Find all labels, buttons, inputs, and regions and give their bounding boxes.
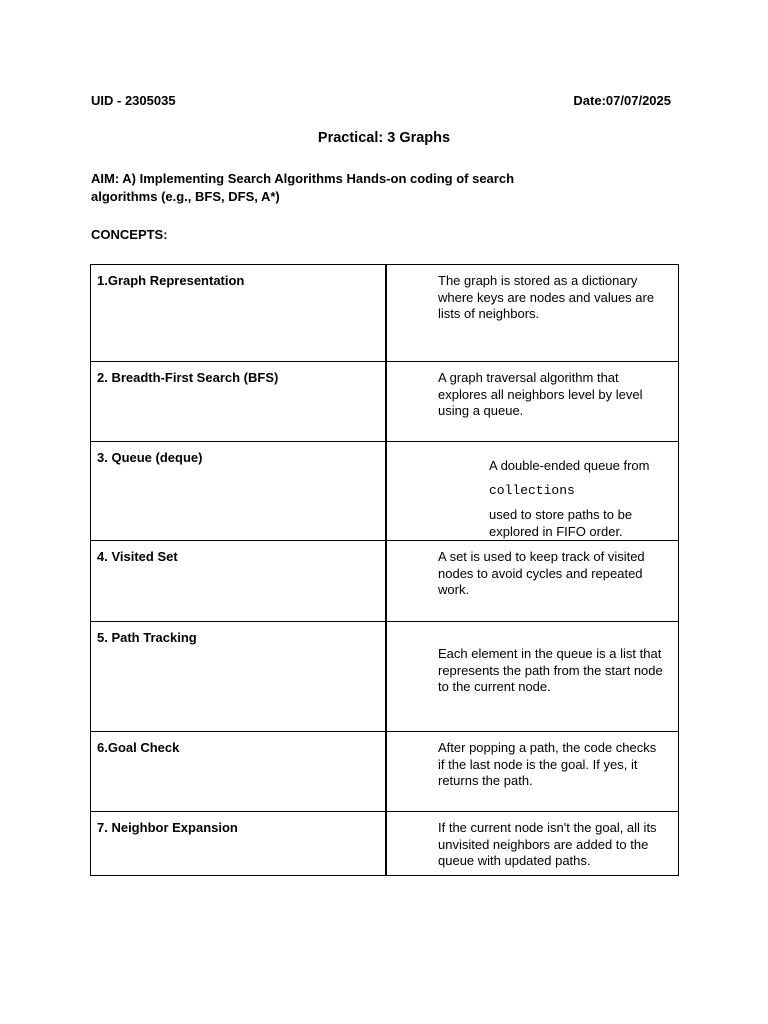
table-row [91,265,679,362]
concept-desc: If the current node isn't the goal, all its unvisited neighbors are added to the queue with updated paths. [438,820,657,868]
concept-term-cell [91,812,387,876]
concept-term-cell [91,442,387,541]
concept-desc: A set is used to keep track of visited nodes to avoid cycles and repeated work. [438,549,645,597]
concept-term-cell [91,541,387,622]
concept-term-cell [91,622,387,732]
document-header [91,93,671,111]
concept-desc-cell [386,265,679,362]
concept-term: 3. Queue (deque) [97,450,203,465]
concept-term: 2. Breadth-First Search (BFS) [97,370,279,385]
concept-desc-cell [386,812,679,876]
page-title: Practical: 3 Graphs [317,130,451,146]
concept-desc-cell [386,622,679,732]
concept-term: 4. Visited Set [97,549,178,564]
date-text: Date:07/07/2025 [573,93,671,108]
concept-desc-cell [386,732,679,812]
concept-term-cell [91,732,387,812]
concept-desc: After popping a path, the code checks if the last node is the goal. If yes, it returns the path. [438,740,657,788]
code-term: collections [489,482,575,498]
concept-desc-cell [386,541,679,622]
concept-term: 5. Path Tracking [97,630,197,645]
concept-term: 6.Goal Check [97,740,180,755]
table-row [91,541,679,622]
concepts-table [90,264,679,876]
concept-desc-pre: A double-ended queue from [489,458,650,473]
concepts-heading: CONCEPTS: [91,227,168,242]
table-row [91,812,679,876]
concept-term: 1.Graph Representation [97,273,245,288]
concept-desc-cell [386,362,679,442]
concept-term: 7. Neighbor Expansion [97,820,238,835]
concept-desc: Each element in the queue is a list that represents the path from the start node to the current node. [438,646,663,694]
concept-desc: A graph traversal algorithm that explores all neighbors level by level using a queue. [438,370,643,418]
concept-desc [387,442,678,540]
concept-desc-cell [386,442,679,541]
concept-desc-post: used to store paths to be explored in FIFO order. [489,507,633,539]
table-row [91,362,679,442]
table-row [91,442,679,541]
aim-text: AIM: A) Implementing Search Algorithms Hands-on coding of search algorithms (e.g., BFS, DFS, A*) [91,171,515,204]
concept-desc: The graph is stored as a dictionary where keys are nodes and values are lists of neighbors. [438,273,655,321]
table-row [91,732,679,812]
concept-term-cell [91,362,387,442]
table-row [91,622,679,732]
concept-term-cell [91,265,387,362]
uid-text: UID - 2305035 [91,93,176,108]
